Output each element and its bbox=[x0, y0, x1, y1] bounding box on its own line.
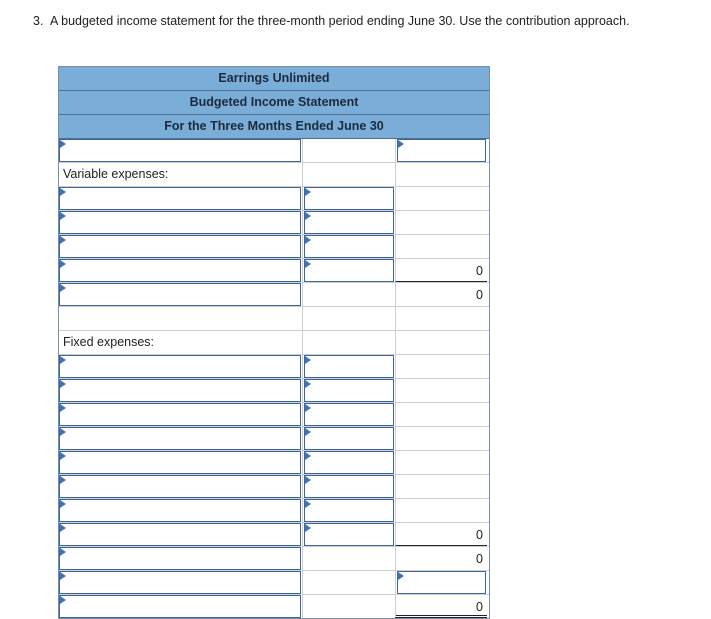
dropdown-flag-icon bbox=[305, 524, 311, 532]
table-row bbox=[59, 403, 489, 427]
fixed-expense-name-input[interactable] bbox=[59, 427, 301, 450]
fixed-expense-amount-input[interactable] bbox=[304, 427, 394, 450]
fixed-expense-amount-input[interactable] bbox=[304, 523, 394, 546]
table-row bbox=[59, 379, 489, 403]
fixed-expense-amount-input[interactable] bbox=[304, 451, 394, 474]
fixed-expense-name-input[interactable] bbox=[59, 523, 301, 546]
total-variable-expenses-value: 0 bbox=[476, 264, 483, 278]
fixed-expense-amount-input[interactable] bbox=[304, 379, 394, 402]
statement-title: Budgeted Income Statement bbox=[59, 91, 489, 115]
dropdown-flag-icon bbox=[60, 188, 66, 196]
dropdown-flag-icon bbox=[60, 548, 66, 556]
question-prompt bbox=[33, 14, 663, 29]
dropdown-flag-icon bbox=[60, 284, 66, 292]
table-row bbox=[59, 523, 489, 547]
dropdown-flag-icon bbox=[398, 572, 404, 580]
dropdown-flag-icon bbox=[60, 356, 66, 364]
fixed-expense-name-input[interactable] bbox=[59, 379, 301, 402]
dropdown-flag-icon bbox=[60, 212, 66, 220]
fixed-expense-name-input[interactable] bbox=[59, 451, 301, 474]
fixed-expense-name-input[interactable] bbox=[59, 403, 301, 426]
statement-period: For the Three Months Ended June 30 bbox=[59, 115, 489, 139]
dropdown-flag-icon bbox=[60, 476, 66, 484]
variable-expenses-label: Variable expenses: bbox=[63, 167, 169, 181]
fixed-expense-amount-input[interactable] bbox=[304, 475, 394, 498]
variable-expense-amount-input[interactable] bbox=[304, 211, 394, 234]
table-row bbox=[59, 187, 489, 211]
fixed-expense-amount-input[interactable] bbox=[304, 355, 394, 378]
table-row bbox=[59, 595, 489, 618]
adjustment-label-input[interactable] bbox=[59, 571, 301, 594]
dropdown-flag-icon bbox=[60, 140, 66, 148]
table-row bbox=[59, 139, 489, 163]
dropdown-flag-icon bbox=[305, 452, 311, 460]
fixed-expense-name-input[interactable] bbox=[59, 355, 301, 378]
variable-expense-amount-input[interactable] bbox=[304, 259, 394, 282]
contribution-margin-label-input[interactable] bbox=[59, 283, 301, 306]
table-row bbox=[59, 451, 489, 475]
contribution-margin-value: 0 bbox=[476, 288, 483, 302]
table-row bbox=[59, 259, 489, 283]
net-operating-income-label-input[interactable] bbox=[59, 547, 301, 570]
fixed-expense-name-input[interactable] bbox=[59, 475, 301, 498]
sales-label-input[interactable] bbox=[59, 139, 301, 162]
variable-expense-name-input[interactable] bbox=[59, 259, 301, 282]
dropdown-flag-icon bbox=[398, 140, 404, 148]
variable-expense-amount-input[interactable] bbox=[304, 235, 394, 258]
fixed-expense-name-input[interactable] bbox=[59, 499, 301, 522]
dropdown-flag-icon bbox=[305, 476, 311, 484]
dropdown-flag-icon bbox=[305, 380, 311, 388]
table-row bbox=[59, 547, 489, 571]
fixed-expenses-label: Fixed expenses: bbox=[63, 335, 155, 349]
table-row bbox=[59, 283, 489, 307]
dropdown-flag-icon bbox=[60, 380, 66, 388]
dropdown-flag-icon bbox=[60, 428, 66, 436]
dropdown-flag-icon bbox=[60, 524, 66, 532]
fixed-expense-amount-input[interactable] bbox=[304, 403, 394, 426]
final-label-input[interactable] bbox=[59, 595, 301, 618]
total-fixed-expenses-value: 0 bbox=[476, 528, 483, 542]
dropdown-flag-icon bbox=[60, 596, 66, 604]
sales-amount-input[interactable] bbox=[397, 139, 486, 162]
table-row bbox=[59, 355, 489, 379]
dropdown-flag-icon bbox=[305, 356, 311, 364]
net-operating-income-subtotal-value: 0 bbox=[476, 552, 483, 566]
net-operating-income-value: 0 bbox=[476, 600, 483, 614]
adjustment-amount-input[interactable] bbox=[397, 571, 486, 594]
dropdown-flag-icon bbox=[305, 260, 311, 268]
question-number: 3. bbox=[33, 14, 44, 28]
table-row bbox=[59, 427, 489, 451]
dropdown-flag-icon bbox=[60, 572, 66, 580]
table-row bbox=[59, 163, 489, 187]
table-row bbox=[59, 307, 489, 331]
income-statement-table bbox=[58, 66, 490, 619]
question-text: A budgeted income statement for the three-month period ending June 30. Use the contribution approach. bbox=[50, 14, 630, 28]
table-row bbox=[59, 499, 489, 523]
table-row bbox=[59, 235, 489, 259]
dropdown-flag-icon bbox=[60, 452, 66, 460]
table-row bbox=[59, 571, 489, 595]
dropdown-flag-icon bbox=[305, 188, 311, 196]
dropdown-flag-icon bbox=[60, 500, 66, 508]
variable-expense-amount-input[interactable] bbox=[304, 187, 394, 210]
dropdown-flag-icon bbox=[305, 500, 311, 508]
table-row bbox=[59, 331, 489, 355]
dropdown-flag-icon bbox=[60, 404, 66, 412]
table-row bbox=[59, 475, 489, 499]
table-row bbox=[59, 211, 489, 235]
dropdown-flag-icon bbox=[305, 212, 311, 220]
dropdown-flag-icon bbox=[305, 428, 311, 436]
fixed-expense-amount-input[interactable] bbox=[304, 499, 394, 522]
dropdown-flag-icon bbox=[60, 236, 66, 244]
dropdown-flag-icon bbox=[305, 404, 311, 412]
dropdown-flag-icon bbox=[305, 236, 311, 244]
company-name: Earrings Unlimited bbox=[59, 67, 489, 91]
variable-expense-name-input[interactable] bbox=[59, 211, 301, 234]
dropdown-flag-icon bbox=[60, 260, 66, 268]
variable-expense-name-input[interactable] bbox=[59, 187, 301, 210]
variable-expense-name-input[interactable] bbox=[59, 235, 301, 258]
